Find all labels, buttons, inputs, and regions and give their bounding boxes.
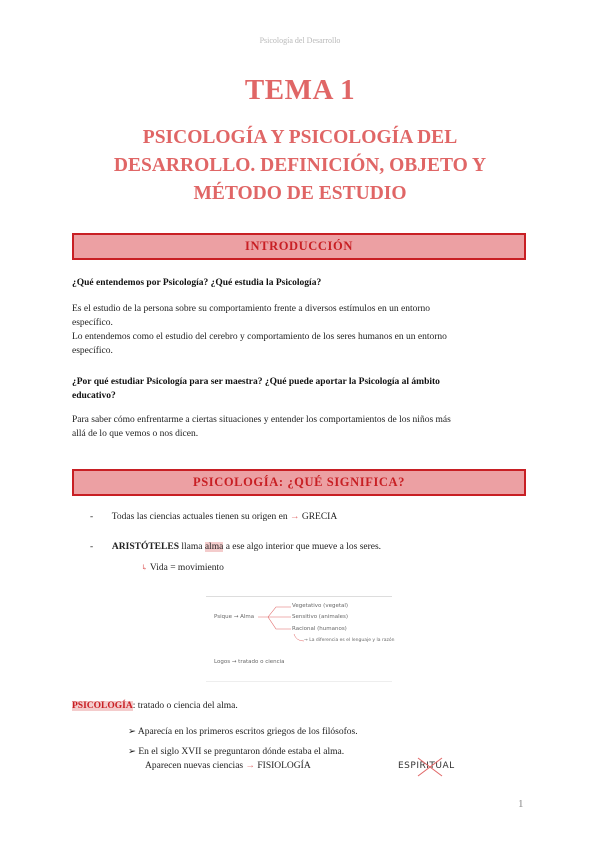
question-2 [72, 375, 532, 403]
title-line: DESARROLLO. DEFINICIÓN, OBJETO Y [113, 155, 487, 176]
arrowhead-bullet-icon: ➢ [128, 727, 136, 737]
section-banner-psicologia: PSICOLOGÍA: ¿QUÉ SIGNIFICA? [72, 469, 526, 496]
sub-bullet-vida [141, 563, 224, 573]
bullet-text-post: a ese algo interior que mueve a los seres. [225, 542, 382, 552]
bullet-text-pre: llama [181, 542, 203, 552]
diagram-note: → La diferencia es el lenguaje y la razón [304, 638, 395, 643]
arrowhead-bullet-icon: ➢ [128, 747, 136, 757]
sub-bullet-text: Vida = movimiento [149, 563, 224, 573]
bullet-aristoteles [90, 542, 520, 552]
crossed-out-word [398, 756, 464, 778]
arrow-icon: → [245, 761, 255, 771]
running-header: Psicología del Desarrollo [259, 36, 341, 45]
question-line: ¿Por qué estudiar Psicología para ser maestra? ¿Qué puede aportar la Psicología al ámbito [72, 377, 440, 387]
page-number: 1 [518, 798, 524, 810]
line-fisiologia [145, 761, 311, 771]
diagram-left: Psique → Alma [214, 614, 255, 620]
arrow-item-text: En el siglo XVII se preguntaron dónde estaba el alma. [138, 747, 345, 757]
definition-text: : tratado o ciencia del alma. [132, 701, 238, 711]
bullet-grecia [90, 512, 520, 522]
diagram-item: Sensitivo (animales) [292, 614, 348, 620]
dash-marker: - [90, 542, 94, 552]
answer-line: específico. [72, 346, 113, 356]
section-banner-introduccion: INTRODUCCIÓN [72, 233, 526, 260]
answer-line: Para saber cómo enfrentarme a ciertas situaciones y entender los comportamientos de los niños más [72, 415, 451, 425]
answer-2 [72, 413, 532, 441]
arrow-icon: → [289, 512, 300, 522]
line-text: Aparecen nuevas ciencias [145, 761, 244, 771]
question-line: educativo? [72, 391, 116, 401]
question-1: ¿Qué entendemos por Psicología? ¿Qué estudia la Psicología? [72, 278, 322, 288]
diagram-item: Racional (humanos) [292, 626, 347, 632]
author-name: ARISTÓTELES [111, 542, 179, 552]
return-arrow-icon: ↳ [141, 563, 148, 572]
bullet-target: GRECIA [301, 512, 338, 522]
title-line: PSICOLOGÍA Y PSICOLOGÍA DEL [142, 127, 458, 148]
answer-line: específico. [72, 318, 113, 328]
highlighted-word: alma [204, 542, 224, 552]
answer-1 [72, 302, 532, 358]
diagram-item: Vegetativo (vegetal) [292, 603, 349, 609]
arrow-item-text: Aparecía en los primeros escritos griegos de los filósofos. [137, 727, 358, 737]
defined-term: PSICOLOGÍA [72, 701, 133, 711]
definition-psicologia [72, 701, 238, 711]
answer-line: Es el estudio de la persona sobre su comportamiento frente a diversos estímulos en un entorno [72, 304, 431, 314]
handwritten-diagram-image [206, 596, 395, 682]
bullet-text: Todas las ciencias actuales tienen su origen en [111, 512, 288, 522]
diagram-bottom: Logos → tratado o ciencia [214, 659, 285, 665]
dash-marker: - [90, 512, 94, 522]
answer-line: allá de lo que vemos o nos dicen. [72, 429, 199, 439]
line-target: FISIOLOGÍA [257, 761, 311, 771]
chapter-number: TEMA 1 [244, 74, 356, 106]
arrow-item-1 [128, 726, 488, 737]
crossed-word-text: ESPIRITUAL [398, 761, 455, 771]
chapter-title [70, 124, 530, 208]
title-line: MÉTODO DE ESTUDIO [193, 183, 407, 204]
answer-line: Lo entendemos como el estudio del cerebro y comportamiento de los seres humanos en un entorno [72, 332, 447, 342]
cross-mark-icon [398, 756, 464, 778]
